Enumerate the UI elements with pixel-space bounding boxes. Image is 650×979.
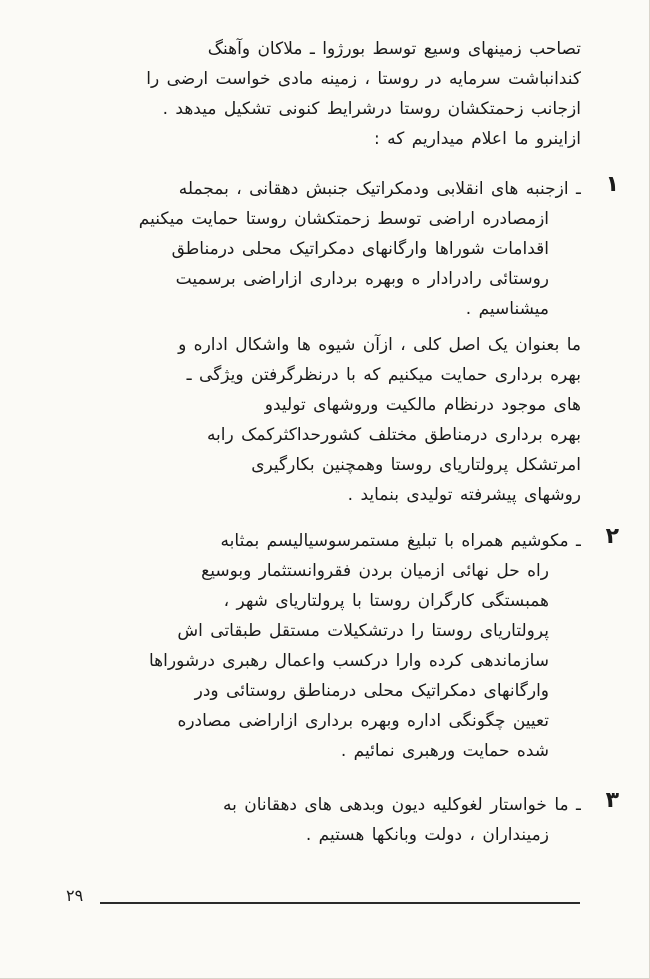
text-line: بهره برداری حمایت میکنیم که با درنظرگرفتن ویژگی ـ bbox=[186, 365, 581, 385]
text-line: ـ ازجنبه های انقلابی ودمکراتیک جنبش دهقانی ، بمجمله bbox=[178, 179, 581, 199]
text-line: ـ ما خواستار لغوکلیه دیون وبدهی های دهقانان به bbox=[223, 795, 581, 815]
text-line: ازجانب زحمتکشان روستا درشرایط کنونی تشکیل میدهد . bbox=[162, 99, 581, 119]
text-line: امرتشکل پرولتاریای روستا وهمچنین بکارگیری bbox=[251, 455, 581, 475]
text-line: ازمصادره اراضی توسط زحمتکشان روستا حمایت میکنیم bbox=[138, 209, 549, 229]
text-line: تعیین چگونگی اداره وبهره برداری ازاراضی مصادره bbox=[177, 711, 549, 731]
text-line: سازماندهی کرده وارا درکسب واعمال رهبری درشوراها bbox=[149, 651, 549, 671]
text-line: ازاینرو ما اعلام میداریم که : bbox=[373, 129, 581, 149]
text-line: تصاحب زمینهای وسیع توسط بورژوا ـ ملاکان وآهنگ bbox=[207, 39, 581, 59]
item-number-1: ۱ bbox=[605, 172, 619, 197]
text-line: بهره برداری درمناطق مختلف کشورحداکثرکمک رابه bbox=[206, 425, 581, 445]
list-item-3 bbox=[69, 790, 581, 850]
intro-paragraph bbox=[69, 34, 581, 154]
text-line: زمینداران ، دولت وبانکها هستیم . bbox=[305, 825, 549, 845]
text-line: پرولتاریای روستا را درتشکیلات مستقل طبقاتی اش bbox=[177, 621, 549, 641]
text-line: های موجود درنظام مالکیت وروشهای تولیدو bbox=[264, 395, 581, 415]
text-line: روستائی رادرادار ه وبهره برداری ازاراضی برسمیت bbox=[175, 269, 549, 289]
list-item-2 bbox=[69, 526, 581, 766]
item-number-3: ۳ bbox=[605, 788, 619, 813]
text-line: راه حل نهائی ازمیان بردن فقروانستثمار وبوسیع bbox=[201, 561, 549, 581]
list-item-1 bbox=[69, 174, 581, 324]
text-line: اقدامات شوراها وارگانهای دمکراتیک محلی درمناطق bbox=[171, 239, 549, 259]
text-line: وارگانهای دمکراتیک محلی درمناطق روستائی ودر bbox=[194, 681, 549, 701]
body-paragraph bbox=[69, 330, 581, 510]
text-line: روشهای پیشرفته تولیدی بنماید . bbox=[347, 485, 581, 505]
text-line: همبستگی کارگران روستا با پرولتاریای شهر ، bbox=[223, 591, 549, 611]
page-number: ۲۹ bbox=[66, 886, 84, 905]
text-line: کندانباشت سرمایه در روستا ، زمینه مادی خواست ارضی را bbox=[146, 69, 581, 89]
footer-rule bbox=[100, 902, 580, 904]
text-line: میشناسیم . bbox=[465, 299, 549, 319]
text-line: ـ مکوشیم همراه با تبلیغ مستمرسوسیالیسم بمثابه bbox=[220, 531, 581, 551]
text-line: شده حمایت ورهبری نمائیم . bbox=[340, 741, 549, 761]
item-number-2: ۲ bbox=[605, 524, 619, 549]
text-line: ما بعنوان یک اصل کلی ، ازآن شیوه ها واشکال اداره و bbox=[178, 335, 581, 355]
